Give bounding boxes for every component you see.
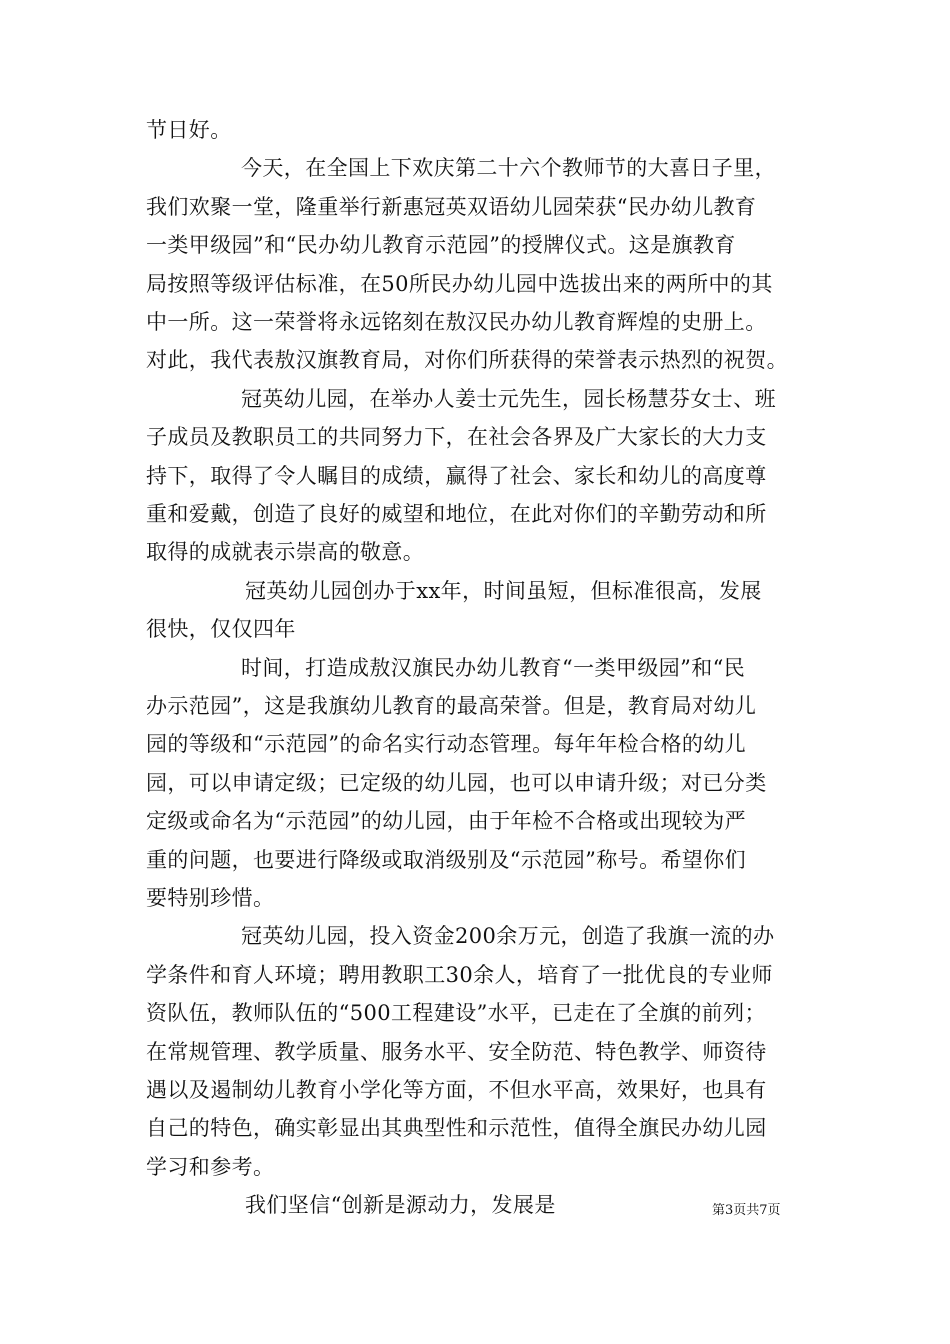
- text-line: 定级或命名为“示范园”的幼儿园，由于年检不合格或出现较为严: [146, 809, 747, 833]
- text-line: 我们欢聚一堂，隆重举行新惠冠英双语幼儿园荣获“民办幼儿教育: [146, 195, 757, 219]
- text-line: 子成员及教职员工的共同努力下，在社会各界及广大家长的大力支: [146, 425, 767, 449]
- text-line: 园，可以申请定级；已定级的幼儿园，也可以申请升级；对已分类: [146, 771, 767, 795]
- text-line: 冠英幼儿园，投入资金200余万元，创造了我旗一流的办: [241, 924, 775, 948]
- text-line: 办示范园”，这是我旗幼儿教育的最高荣誉。但是，教育局对幼儿: [146, 694, 757, 718]
- text-line: 我们坚信“创新是源动力，发展是: [245, 1193, 556, 1217]
- text-line: 很快，仅仅四年: [146, 617, 296, 641]
- text-line: 冠英幼儿园创办于xx年，时间虽短，但标准很高，发展: [245, 579, 762, 603]
- text-line: 遇以及遏制幼儿教育小学化等方面，不但水平高，效果好，也具有: [146, 1078, 767, 1102]
- text-line: 时间，打造成敖汉旗民办幼儿教育“一类甲级园”和“民: [241, 656, 746, 680]
- text-line: 重和爱戴，创造了良好的威望和地位，在此对你们的辛勤劳动和所: [146, 502, 767, 526]
- page-number-footer: 第3页共7页: [712, 1203, 781, 1218]
- text-line: 对此，我代表敖汉旗教育局，对你们所获得的荣誉表示热烈的祝贺。: [146, 348, 788, 372]
- text-line: 资队伍，教师队伍的“500工程建设”水平，已走在了全旗的前列；: [146, 1001, 766, 1025]
- text-line: 局按照等级评估标准，在50所民办幼儿园中选拔出来的两所中的其: [146, 272, 773, 296]
- text-line: 要特别珍惜。: [146, 886, 275, 910]
- text-line: 园的等级和“示范园”的命名实行动态管理。每年年检合格的幼儿: [146, 732, 747, 756]
- text-line: 重的问题，也要进行降级或取消级别及“示范园”称号。希望你们: [146, 848, 747, 872]
- text-line: 自己的特色，确实彰显出其典型性和示范性，值得全旗民办幼儿园: [146, 1116, 767, 1140]
- text-line: 中一所。这一荣誉将永远铭刻在敖汉民办幼儿教育辉煌的史册上。: [146, 310, 767, 334]
- text-line: 持下，取得了令人瞩目的成绩，赢得了社会、家长和幼儿的高度尊: [146, 464, 767, 488]
- text-line: 一类甲级园”和“民办幼儿教育示范园”的授牌仪式。这是旗教育: [146, 233, 736, 257]
- text-line: 学条件和育人环境；聘用教职工30余人，培育了一批优良的专业师: [146, 963, 773, 987]
- text-line: 在常规管理、教学质量、服务水平、安全防范、特色教学、师资待: [146, 1040, 767, 1064]
- text-line: 今天，在全国上下欢庆第二十六个教师节的大喜日子里，: [241, 156, 776, 180]
- text-line: 取得的成就表示崇高的敬意。: [146, 540, 425, 564]
- text-line: 学习和参考。: [146, 1155, 275, 1179]
- text-line: 冠英幼儿园，在举办人姜士元先生，园长杨慧芬女士、班: [241, 387, 776, 411]
- text-line: 节日好。: [146, 118, 232, 142]
